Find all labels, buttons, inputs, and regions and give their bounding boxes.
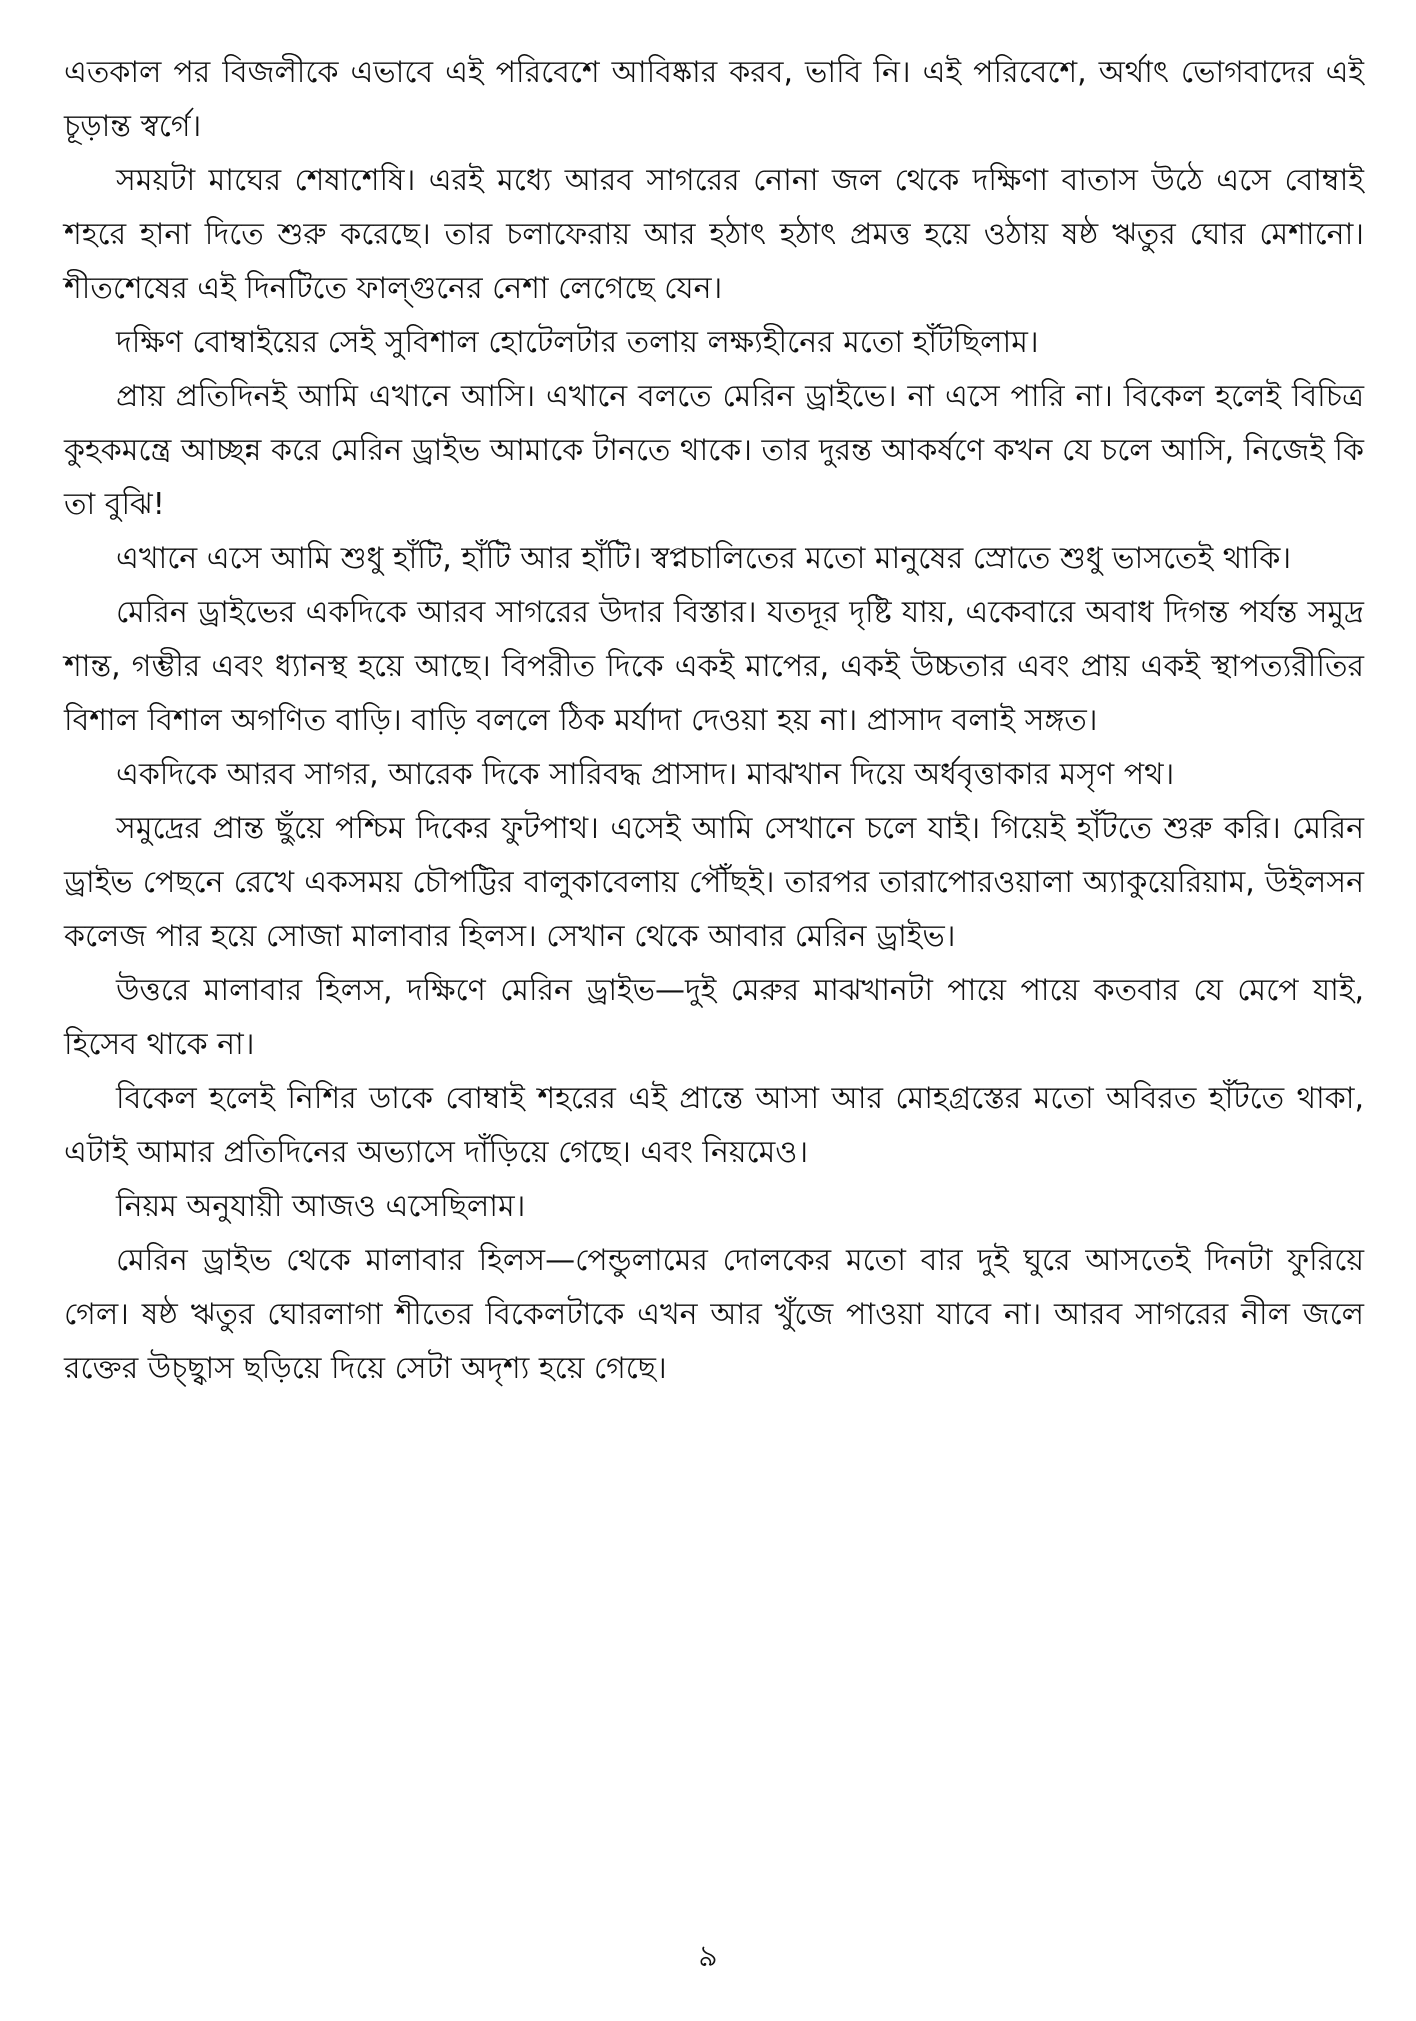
paragraph: একদিকে আরব সাগর, আরেক দিকে সারিবদ্ধ প্রাসাদ। মাঝখান দিয়ে অর্ধবৃত্তাকার মসৃণ পথ। [116,757,1175,792]
paragraph: এখানে এসে আমি শুধু হাঁটি, হাঁটি আর হাঁটি। স্বপ্নচালিতের মতো মানুষের স্রোতে শুধু ভাসতেই থাকি। [116,541,1292,576]
page-number: ৯ [698,1939,718,1974]
paragraph: মেরিন ড্রাইভ থেকে মালাবার হিলস—পেন্ডুলামের দোলকের মতো বার দুই ঘুরে আসতেই দিনটা ফুরিয়ে গেল। ষষ্ঠ ঋতুর ঘোরলাগা শীতের বিকেলটাকে এখন আর খুঁজে পাওয়া যাবে না। আরব সাগরের নীল জলে রক্তের উচ্ছ্বাস ছড়িয়ে দিয়ে সেটা অদৃশ্য হয়ে গেছে। [64,1243,1364,1386]
paragraph: নিয়ম অনুযায়ী আজও এসেছিলাম। [116,1189,526,1224]
paragraph: সময়টা মাঘের শেষাশেষি। এরই মধ্যে আরব সাগরের নোনা জল থেকে দক্ষিণা বাতাস উঠে এসে বোম্বাই শহরে হানা দিতে শুরু করেছে। তার চলাফেরায় আর হঠাৎ হঠাৎ প্রমত্ত হয়ে ওঠায় ষষ্ঠ ঋতুর ঘোর মেশানো। শীতশেষের এই দিনটিতে ফাল্গুনের নেশা লেগেছে যেন। [64,163,1364,306]
body-text [64,46,1364,1396]
paragraph: প্রায় প্রতিদিনই আমি এখানে আসি। এখানে বলতে মেরিন ড্রাইভে। না এসে পারি না। বিকেল হলেই বিচিত্র কুহকমন্ত্রে আচ্ছন্ন করে মেরিন ড্রাইভ আমাকে টানতে থাকে। তার দুরন্ত আকর্ষণে কখন যে চলে আসি, নিজেই কি তা বুঝি! [64,379,1364,522]
paragraph: দক্ষিণ বোম্বাইয়ের সেই সুবিশাল হোটেলটার তলায় লক্ষ্যহীনের মতো হাঁটছিলাম। [116,325,1039,360]
paragraph: মেরিন ড্রাইভের একদিকে আরব সাগরের উদার বিস্তার। যতদূর দৃষ্টি যায়, একেবারে অবাধ দিগন্ত পর্যন্ত সমুদ্র শান্ত, গম্ভীর এবং ধ্যানস্থ হয়ে আছে। বিপরীত দিকে একই মাপের, একই উচ্চতার এবং প্রায় একই স্থাপত্যরীতির বিশাল বিশাল অগণিত বাড়ি। বাড়ি বললে ঠিক মর্যাদা দেওয়া হয় না। প্রাসাদ বলাই সঙ্গত। [64,595,1364,738]
paragraph: বিকেল হলেই নিশির ডাকে বোম্বাই শহরের এই প্রান্তে আসা আর মোহগ্রস্তের মতো অবিরত হাঁটতে থাকা, এটাই আমার প্রতিদিনের অভ্যাসে দাঁড়িয়ে গেছে। এবং নিয়মেও। [64,1081,1364,1170]
paragraph: এতকাল পর বিজলীকে এভাবে এই পরিবেশে আবিষ্কার করব, ভাবি নি। এই পরিবেশে, অর্থাৎ ভোগবাদের এই চূড়ান্ত স্বর্গে। [64,55,1364,144]
paragraph: উত্তরে মালাবার হিলস, দক্ষিণে মেরিন ড্রাইভ—দুই মেরুর মাঝখানটা পায়ে পায়ে কতবার যে মেপে যাই, হিসেব থাকে না। [64,973,1364,1062]
paragraph: সমুদ্রের প্রান্ত ছুঁয়ে পশ্চিম দিকের ফুটপাথ। এসেই আমি সেখানে চলে যাই। গিয়েই হাঁটতে শুরু করি। মেরিন ড্রাইভ পেছনে রেখে একসময় চৌপট্টির বালুকাবেলায় পৌঁছই। তারপর তারাপোরওয়ালা অ্যাকুয়েরিয়াম, উইলসন কলেজ পার হয়ে সোজা মালাবার হিলস। সেখান থেকে আবার মেরিন ড্রাইভ। [64,811,1364,954]
